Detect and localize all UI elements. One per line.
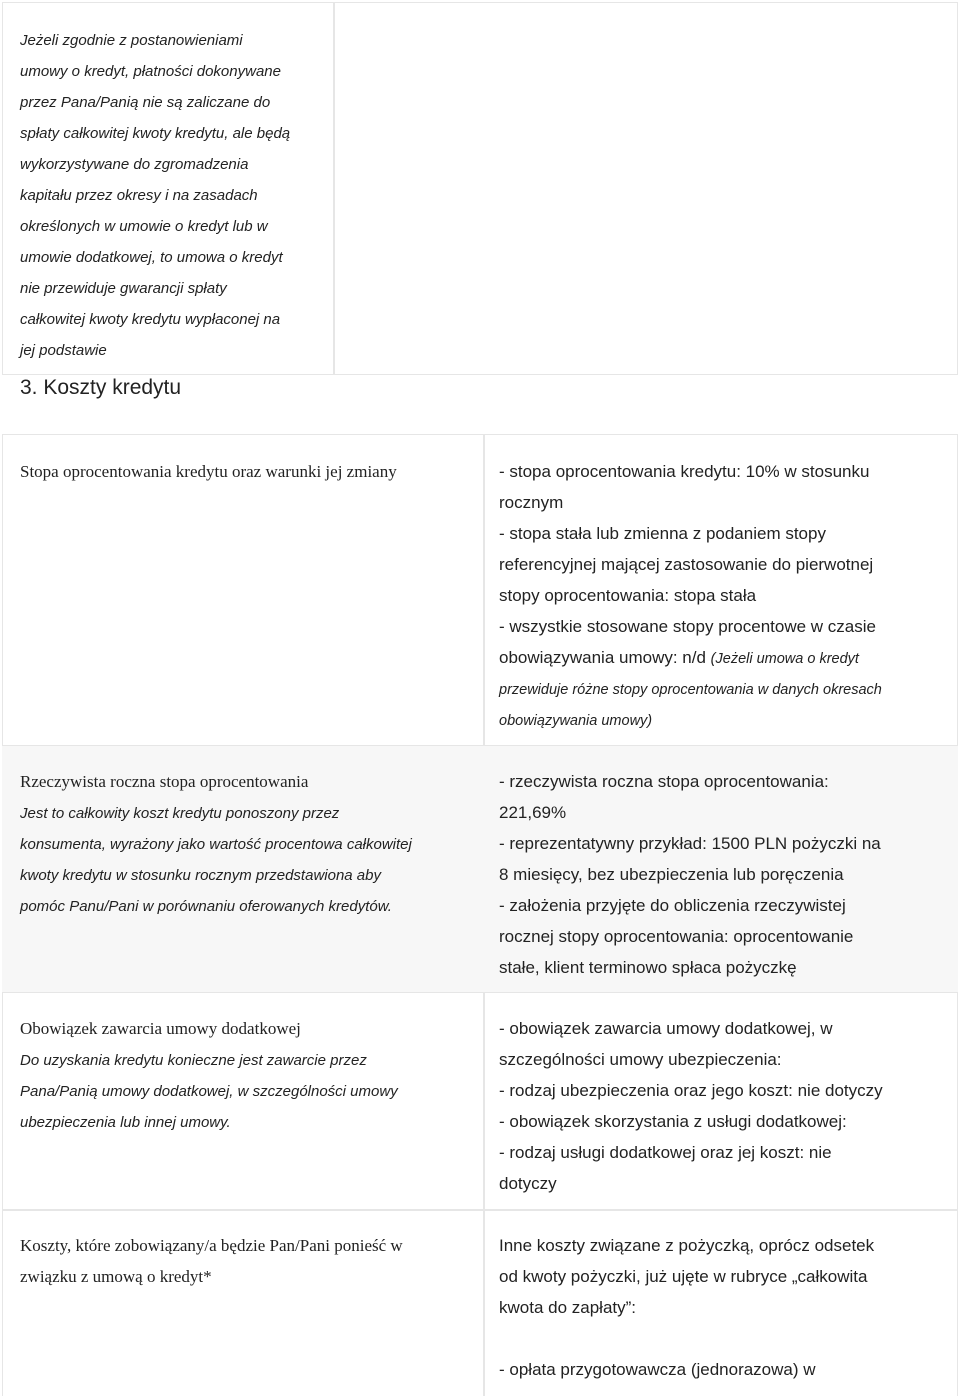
row-1-note-line: obowiązywania umowy) bbox=[499, 713, 653, 729]
top-note-line: umowy o kredyt, płatności dokonywane bbox=[20, 63, 281, 80]
row-4-label bbox=[20, 1230, 403, 1292]
row-3-value-line: - rodzaj ubezpieczenia oraz jego koszt: nie dotyczy bbox=[499, 1081, 883, 1100]
row-3-desc-line: Do uzyskania kredytu konieczne jest zawarcie przez bbox=[20, 1052, 367, 1069]
top-note-line: wykorzystywane do zgromadzenia bbox=[20, 156, 249, 173]
row-4-value-bottom: - opłata przygotowawcza (jednorazowa) w bbox=[499, 1360, 816, 1379]
row-4-value-line: kwota do zapłaty”: bbox=[499, 1298, 637, 1317]
row-1-value-main: obowiązywania umowy: n/d bbox=[499, 648, 711, 667]
top-note-line: całkowitej kwoty kredytu wypłaconej na bbox=[20, 311, 281, 328]
top-right-cell bbox=[334, 2, 958, 375]
row-1-value-line: stopy oprocentowania: stopa stała bbox=[499, 586, 757, 605]
row-2-value-line: - reprezentatywny przykład: 1500 PLN pożyczki na bbox=[499, 834, 881, 853]
row-1-label: Stopa oprocentowania kredytu oraz warunki jej zmiany bbox=[20, 462, 397, 481]
top-note-line: nie przewiduje gwarancji spłaty bbox=[20, 280, 227, 297]
row-3-value bbox=[499, 1013, 883, 1199]
row-2-value-line: 221,69% bbox=[499, 803, 567, 822]
top-note bbox=[20, 25, 290, 366]
row-3-desc-line: ubezpieczenia lub innej umowy. bbox=[20, 1114, 231, 1131]
row-2-value-line: rocznej stopy oprocentowania: oprocentowanie bbox=[499, 927, 854, 946]
row-1-value-line: - stopa oprocentowania kredytu: 10% w stosunku bbox=[499, 462, 870, 481]
top-note-line: spłaty całkowitej kwoty kredytu, ale będą bbox=[20, 125, 291, 142]
row-1-value-line: - wszystkie stosowane stopy procentowe w czasie bbox=[499, 617, 876, 636]
row-1-value-line: - stopa stała lub zmienna z podaniem stopy bbox=[499, 524, 826, 543]
top-note-line: przez Pana/Panią nie są zaliczane do bbox=[20, 94, 271, 111]
row-2-value-line: - założenia przyjęte do obliczenia rzeczywistej bbox=[499, 896, 846, 915]
row-3-value-line: szczególności umowy ubezpieczenia: bbox=[499, 1050, 782, 1069]
row-4-label-line: Koszty, które zobowiązany/a będzie Pan/Pani ponieść w bbox=[20, 1236, 403, 1255]
row-4-value-line: Inne koszty związane z pożyczką, oprócz odsetek bbox=[499, 1236, 875, 1255]
row-2-desc-line: pomóc Panu/Pani w porównaniu oferowanych kredytów. bbox=[20, 898, 392, 915]
row-3-desc-line: Pana/Panią umowy dodatkowej, w szczególności umowy bbox=[20, 1083, 398, 1100]
row-2-label: Rzeczywista roczna stopa oprocentowania bbox=[20, 772, 309, 791]
row-3-desc bbox=[20, 1045, 398, 1138]
row-2-desc-line: konsumenta, wyrażony jako wartość procentowa całkowitej bbox=[20, 836, 412, 853]
row-4-value bbox=[499, 1230, 874, 1323]
row-3-label: Obowiązek zawarcia umowy dodatkowej bbox=[20, 1019, 301, 1038]
row-3-value-line: - obowiązek zawarcia umowy dodatkowej, w bbox=[499, 1019, 833, 1038]
row-1-note-line: przewiduje różne stopy oprocentowania w danych okresach bbox=[499, 682, 882, 698]
row-1-value bbox=[499, 456, 882, 737]
row-1-value-line: rocznym bbox=[499, 493, 564, 512]
row-2-value-line: stałe, klient terminowo spłaca pożyczkę bbox=[499, 958, 797, 977]
row-2-value-line: - rzeczywista roczna stopa oprocentowania: bbox=[499, 772, 829, 791]
section-heading: 3. Koszty kredytu bbox=[20, 376, 182, 399]
top-note-line: jej podstawie bbox=[20, 342, 107, 359]
top-note-line: Jeżeli zgodnie z postanowieniami bbox=[20, 32, 243, 49]
row-2-value bbox=[499, 766, 881, 983]
row-3-value-line: - rodzaj usługi dodatkowej oraz jej koszt: nie bbox=[499, 1143, 832, 1162]
row-3-value-line: - obowiązek skorzystania z usługi dodatkowej: bbox=[499, 1112, 847, 1131]
row-2-desc-line: kwoty kredytu w stosunku rocznym przedstawiona aby bbox=[20, 867, 381, 884]
row-1-value-line: referencyjnej mającej zastosowanie do pierwotnej bbox=[499, 555, 874, 574]
row-2-desc bbox=[20, 798, 412, 922]
row-2-value-line: 8 miesięcy, bez ubezpieczenia lub poręczenia bbox=[499, 865, 844, 884]
row-3-value-line: dotyczy bbox=[499, 1174, 557, 1193]
row-4-label-line: związku z umową o kredyt* bbox=[20, 1267, 212, 1286]
top-note-line: umowie dodatkowej, to umowa o kredyt bbox=[20, 249, 283, 266]
top-note-line: określonych w umowie o kredyt lub w bbox=[20, 218, 268, 235]
top-note-line: kapitału przez okresy i na zasadach bbox=[20, 187, 258, 204]
row-2-desc-line: Jest to całkowity koszt kredytu ponoszony przez bbox=[20, 805, 340, 822]
row-1-value-line bbox=[499, 642, 882, 675]
row-1-value-note: (Jeżeli umowa o kredyt bbox=[710, 651, 859, 667]
row-4-value-line: od kwoty pożyczki, już ujęte w rubryce „całkowita bbox=[499, 1267, 868, 1286]
